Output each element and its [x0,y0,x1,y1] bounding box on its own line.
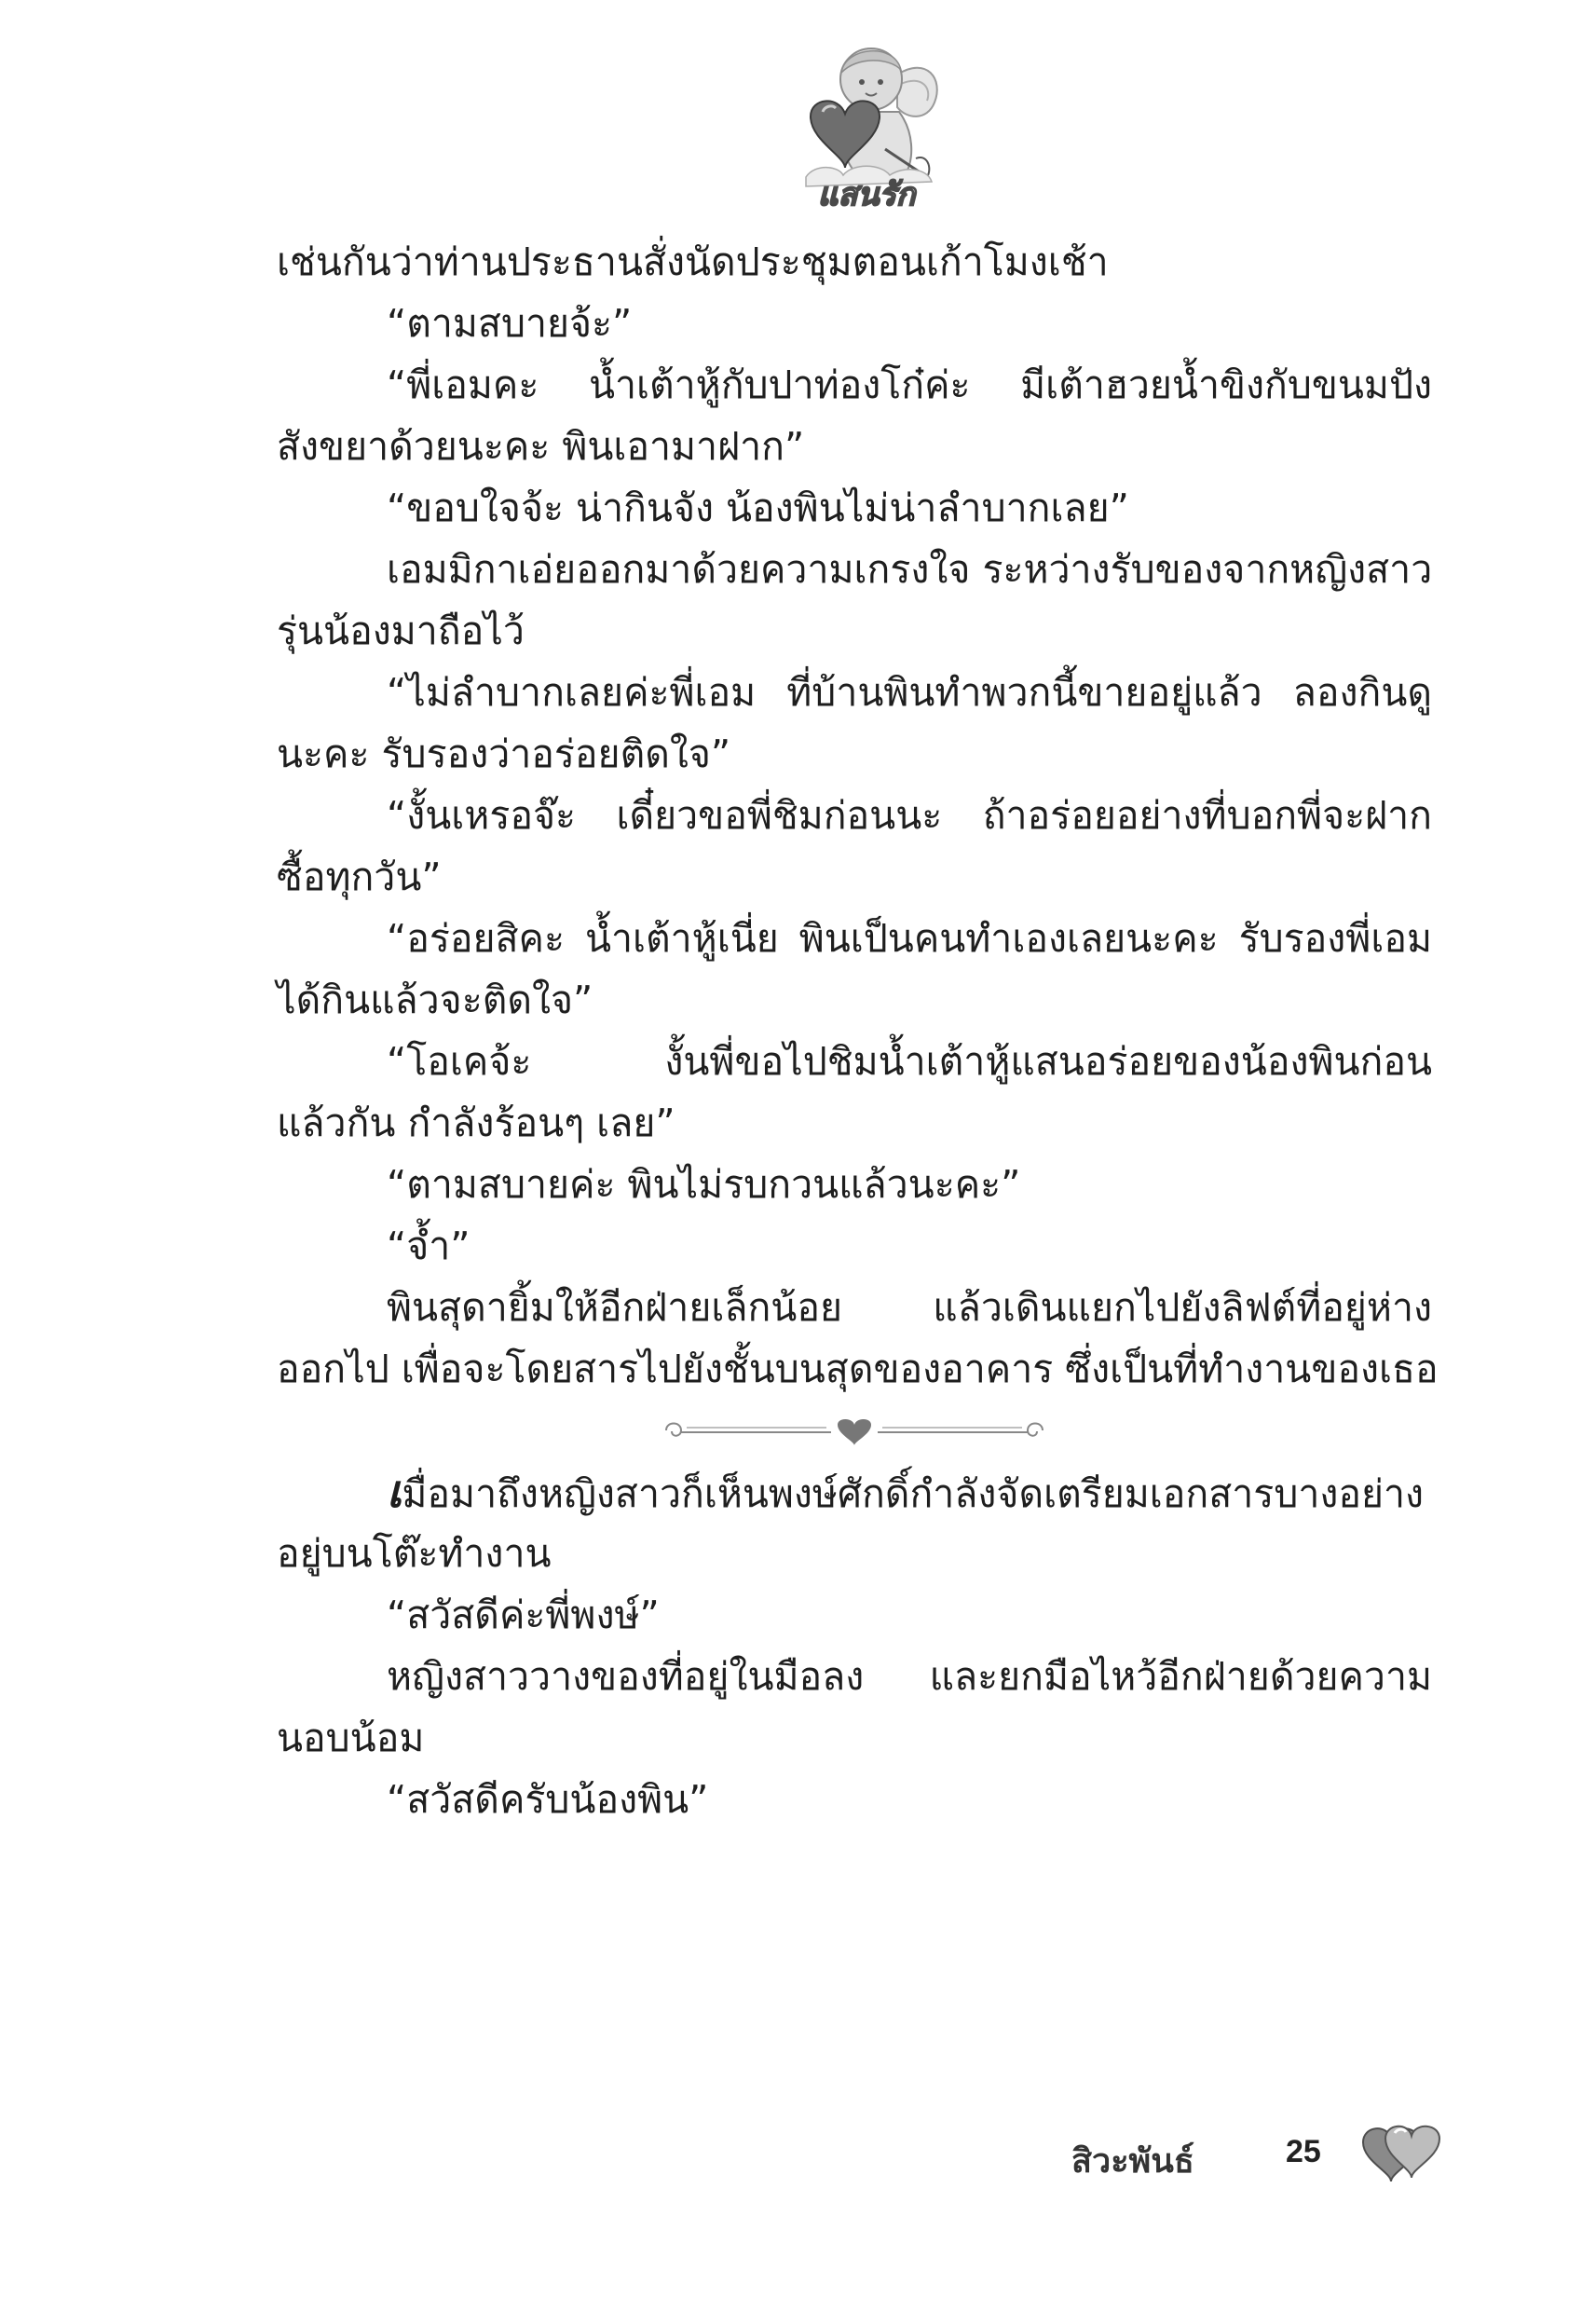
dialogue-line: “อร่อยสิคะ น้ำเต้าหู้เนี่ย พินเป็นคนทำเองเลยนะคะ รับรองพี่เอม [387,916,1432,961]
narration-line: เมื่อมาถึงหญิงสาวก็เห็นพงษ์ศักดิ์กำลังจัดเตรียมเอกสารบางอย่าง [387,1466,1425,1518]
text-line: รุ่นน้องมาถือไว้ [277,609,525,653]
text-line: ออกไป เพื่อจะโดยสารไปยังชั้นบนสุดของอาคาร ซึ่งเป็นที่ทำงานของเธอ [277,1347,1439,1391]
narration-line: เอมมิกาเอ่ยออกมาด้วยความเกรงใจ ระหว่างรับของจากหญิงสาว [387,547,1433,592]
dialogue-line: “งั้นเหรอจ๊ะ เดี๋ยวขอพี่ชิมก่อนนะ ถ้าอร่อยอย่างที่บอกพี่จะฝาก [387,793,1432,838]
page-number: 25 [1286,2134,1321,2169]
text-line: แล้วกัน กำลังร้อนๆ เลย” [277,1101,675,1145]
dialogue-line: “สวัสดีครับน้องพิน” [387,1777,709,1822]
scene-divider [277,1400,1432,1461]
text-line: นะคะ รับรองว่าอร่อยติดใจ” [277,732,731,776]
text-line: เช่นกันว่าท่านประธานสั่งนัดประชุมตอนเก้าโมงเช้า [277,239,1109,284]
dialogue-line: “ตามสบายค่ะ พินไม่รบกวนแล้วนะคะ” [387,1162,1021,1207]
story-text [277,231,1439,1830]
page-footer [1071,2108,1453,2192]
hearts-icon [1356,2113,1449,2187]
text-line: อยู่บนโต๊ะทำงาน [277,1531,552,1576]
dialogue-line: “ไม่ลำบากเลยค่ะพี่เอม ที่บ้านพินทำพวกนี้ขายอยู่แล้ว ลองกินดู [387,670,1432,715]
dialogue-line: “พี่เอมคะ น้ำเต้าหู้กับปาท่องโก๋ค่ะ มีเต้าฮวยน้ำขิงกับขนมปัง [387,362,1432,407]
dialogue-line: “ตามสบายจ้ะ” [387,301,633,346]
text-line: สังขยาด้วยนะคะ พินเอามาฝาก” [277,424,805,469]
narration-line: พินสุดายิ้มให้อีกฝ่ายเล็กน้อย แล้วเดินแยกไปยังลิฟต์ที่อยู่ห่าง [387,1285,1432,1330]
heart-icon [838,1419,871,1445]
dialogue-line: “สวัสดีค่ะพี่พงษ์” [387,1593,660,1637]
author-name: สิวะพันธ์ [1071,2142,1194,2181]
text-line: ซื้อทุกวัน” [277,855,442,899]
dialogue-line: “ขอบใจจ้ะ น่ากินจัง น้องพินไม่น่าลำบากเลย” [387,485,1129,530]
cupid-logo [787,37,946,210]
dialogue-line: “โอเคจ้ะ งั้นพี่ขอไปชิมน้ำเต้าหู้แสนอร่อยของน้องพินก่อน [387,1039,1432,1084]
logo-text: แสนรัก [817,176,916,210]
narration-line: หญิงสาววางของที่อยู่ในมือลง และยกมือไหว้อีกฝ่ายด้วยความ [387,1654,1432,1699]
dialogue-line: “จ้ำ” [387,1224,471,1268]
text-line: นอบน้อม [277,1716,425,1760]
text-line: ได้กินแล้วจะติดใจ” [277,978,593,1022]
